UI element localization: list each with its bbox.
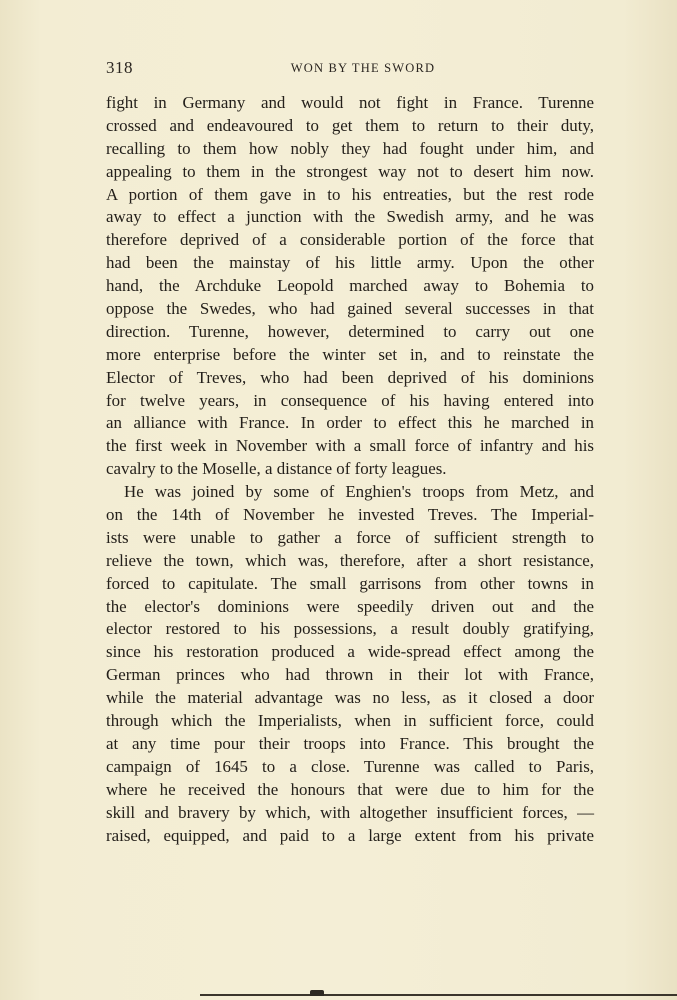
text-line: recalling to them how nobly they had fought under him, and <box>106 138 594 158</box>
text-line: where he received the honours that were due to him for the <box>106 779 594 799</box>
text-line: since his restoration produced a wide-spread effect among the <box>106 642 594 662</box>
text-line: had been the mainstay of his little army. Upon the other <box>106 253 594 273</box>
body-text <box>106 92 594 847</box>
running-title: WON BY THE SWORD <box>290 61 436 75</box>
paragraph-2 <box>106 481 594 847</box>
text-line: campaign of 1645 to a close. Turenne was called to Paris, <box>106 756 594 776</box>
page-number: 318 <box>106 58 133 77</box>
text-line: at any time pour their troops into France. This brought the <box>106 733 594 753</box>
text-line: direction. Turenne, however, determined to carry out one <box>106 321 594 341</box>
bottom-edge-mark <box>310 990 324 996</box>
text-line: A portion of them gave in to his entreaties, but the rest rode <box>106 184 594 204</box>
text-line: while the material advantage was no less, as it closed a door <box>106 688 594 708</box>
text-line: away to effect a junction with the Swedish army, and he was <box>106 207 594 227</box>
text-line: crossed and endeavoured to get them to return to their duty, <box>106 115 594 135</box>
text-line: ists were unable to gather a force of sufficient strength to <box>106 527 594 547</box>
text-line: more enterprise before the winter set in, and to reinstate the <box>106 344 594 364</box>
text-line: fight in Germany and would not fight in France. Turenne <box>106 93 594 112</box>
text-line: German princes who had thrown in their lot with France, <box>106 665 594 685</box>
text-line: an alliance with France. In order to effect this he marched in <box>106 413 594 433</box>
text-line: skill and bravery by which, with altogether insufficient forces, — <box>106 802 594 822</box>
text-line: Elector of Treves, who had been deprived of his dominions <box>106 367 594 387</box>
text-line: on the 14th of November he invested Treves. The Imperial- <box>106 505 594 525</box>
text-line: cavalry to the Moselle, a distance of forty leagues. <box>106 459 447 479</box>
text-line: appealing to them in the strongest way not to desert him now. <box>106 161 594 181</box>
paragraph-1 <box>106 92 594 481</box>
text-line: therefore deprived of a considerable portion of the force that <box>106 230 594 250</box>
text-line: for twelve years, in consequence of his having entered into <box>106 390 594 410</box>
text-line: through which the Imperialists, when in sufficient force, could <box>106 711 594 731</box>
text-line: He was joined by some of Enghien's troops from Metz, and <box>124 482 594 502</box>
text-line: the first week in November with a small force of infantry and his <box>106 436 594 456</box>
text-line: oppose the Swedes, who had gained several successes in that <box>106 299 594 319</box>
text-line: the elector's dominions were speedily driven out and the <box>106 596 594 616</box>
text-line: raised, equipped, and paid to a large extent from his private <box>106 825 594 845</box>
text-line: elector restored to his possessions, a result doubly gratifying, <box>106 619 594 639</box>
text-line: hand, the Archduke Leopold marched away to Bohemia to <box>106 276 594 296</box>
text-line: relieve the town, which was, therefore, after a short resistance, <box>106 550 594 570</box>
bottom-edge-rule <box>200 994 677 996</box>
text-line: forced to capitulate. The small garrisons from other towns in <box>106 573 594 593</box>
page-header <box>106 58 594 84</box>
